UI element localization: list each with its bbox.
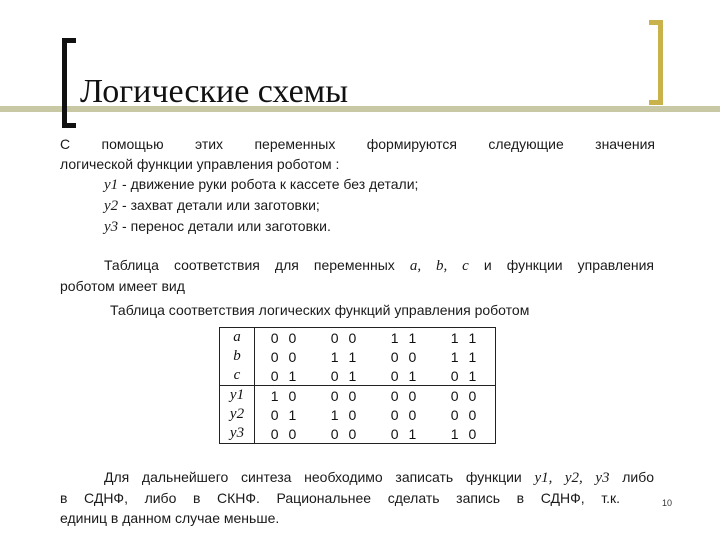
table-cell: 0 0 xyxy=(435,386,496,406)
table-row xyxy=(220,366,496,386)
list-item xyxy=(104,216,664,237)
table-cell: 0 0 xyxy=(390,348,420,365)
list-item xyxy=(104,195,664,216)
row-label: y3 xyxy=(220,424,255,444)
table-cell: 0 0 xyxy=(330,329,360,346)
table-cell: 1 0 xyxy=(450,425,480,442)
table-cell: 1 1 xyxy=(450,329,480,346)
row-label: y1 xyxy=(220,386,255,406)
paragraph-intro-line2: логической функции управления роботом : xyxy=(60,156,340,172)
text-span: и функции управления xyxy=(468,257,654,273)
variables-italic: a, b, c xyxy=(409,258,469,274)
paragraph-conclusion-line2: в СДНФ, либо в СКНФ. Рациональнее сделать запись в СДНФ, т.к. xyxy=(60,490,620,506)
paragraph-conclusion-line1 xyxy=(104,467,654,488)
paragraph-intro-line1: С помощью этих переменных формируются следующие значения xyxy=(60,136,655,152)
output-desc: - захват детали или заготовки; xyxy=(118,197,320,213)
paragraph-table-intro-line1 xyxy=(104,255,654,276)
table-row xyxy=(220,328,496,348)
text-span: Таблица соответствия для переменных xyxy=(104,257,410,273)
table-cell: 0 0 xyxy=(390,406,420,423)
text-span: Для дальнейшего синтеза необходимо записать функции xyxy=(104,469,535,485)
table-cell: 1 1 xyxy=(390,329,420,346)
output-desc: - движение руки робота к кассете без детали; xyxy=(118,176,419,192)
slide-number: 10 xyxy=(662,498,673,508)
table-cell: 0 1 xyxy=(270,406,300,423)
row-label: y2 xyxy=(220,405,255,424)
right-bracket-decoration xyxy=(649,20,663,105)
table-row xyxy=(220,424,496,444)
table-row xyxy=(220,386,496,406)
table-cell: 0 1 xyxy=(330,367,360,384)
table-cell: 1 1 xyxy=(450,348,480,365)
table-cell: 0 1 xyxy=(390,367,420,384)
table-cell: 1 0 xyxy=(255,386,316,406)
row-label: b xyxy=(220,347,255,366)
table-cell: 0 0 xyxy=(450,406,480,423)
output-desc: - перенос детали или заготовки. xyxy=(118,218,331,234)
functions-italic: y1, y2, y3 xyxy=(534,470,610,486)
table-cell: 0 0 xyxy=(315,386,375,406)
list-item xyxy=(104,174,664,195)
table-caption: Таблица соответствия логических функций управления роботом xyxy=(110,302,530,318)
output-var: y1 xyxy=(104,177,119,193)
table-cell: 1 1 xyxy=(330,348,360,365)
output-var: y3 xyxy=(104,219,119,235)
table-cell: 0 0 xyxy=(330,425,360,442)
table-cell: 0 1 xyxy=(270,367,300,384)
table-cell: 1 0 xyxy=(330,406,360,423)
table-row xyxy=(220,405,496,424)
row-label: c xyxy=(220,366,255,386)
paragraph-conclusion-line3: единиц в данном случае меньше. xyxy=(60,510,280,526)
table-cell: 0 0 xyxy=(270,348,300,365)
paragraph-table-intro-line2: роботом имеет вид xyxy=(60,278,185,294)
row-label: a xyxy=(220,328,255,348)
table-cell: 0 0 xyxy=(270,425,300,442)
table-cell: 0 1 xyxy=(450,367,480,384)
slide-title: Логические схемы xyxy=(80,73,349,110)
table-cell: 0 0 xyxy=(375,386,435,406)
table-cell: 0 0 xyxy=(270,329,300,346)
output-list xyxy=(104,174,664,237)
text-span: либо xyxy=(609,469,654,485)
table-row xyxy=(220,347,496,366)
output-var: y2 xyxy=(104,198,119,214)
truth-table xyxy=(219,327,496,444)
left-bracket-decoration xyxy=(62,38,76,128)
table-cell: 0 1 xyxy=(390,425,420,442)
